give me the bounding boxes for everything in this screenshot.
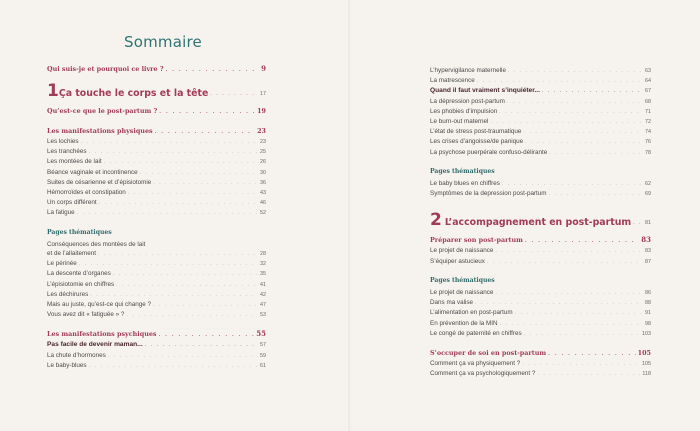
toc-entry[interactable]: Les montées de lait . . . 26 xyxy=(47,157,266,167)
toc-entry[interactable]: Les phobies d’impulsion . . . 71 xyxy=(430,107,651,117)
toc-entry[interactable]: Le congé de paternité en chiffres . . . 103 xyxy=(430,329,651,339)
toc-entry[interactable]: La dépression post-partum . . . 68 xyxy=(430,97,651,107)
toc-entry[interactable]: Conséquences des montées de lait xyxy=(47,240,146,248)
toc-entry[interactable]: S’équiper astucieux . . . 87 xyxy=(430,257,651,267)
right-page xyxy=(350,0,700,431)
toc-entry[interactable]: Suites de césarienne et d’épisiotomie . . . 36 xyxy=(47,178,266,188)
toc-entry[interactable]: Le périnée . . . 32 xyxy=(47,259,266,269)
toc-entry-bold[interactable]: Quand il faut vraiment s’inquiéter... . . . 67 xyxy=(430,86,651,96)
toc-column-left xyxy=(47,64,266,371)
toc-entry[interactable]: La descente d’organes . . . 35 xyxy=(47,269,266,279)
toc-entry[interactable]: La matrescence . . . 64 xyxy=(430,76,651,86)
toc-entry[interactable]: Béance vaginale et incontinence . . . 30 xyxy=(47,168,266,178)
chapter-1-heading[interactable]: 1 Ça touche le corps et la tête . . . 17 xyxy=(47,82,266,99)
toc-entry[interactable]: Symptômes de la depression post-partum . . . 69 xyxy=(430,189,651,199)
toc-entry[interactable]: Le baby-blues . . . 61 xyxy=(47,361,266,371)
toc-entry[interactable]: L’alimentation en post-partum . . . 91 xyxy=(430,308,651,318)
toc-entry[interactable]: Un corps différent . . . 46 xyxy=(47,198,266,208)
toc-entry[interactable]: et de l’allaitement . . . 28 xyxy=(47,249,266,259)
section-psychic[interactable]: Les manifestations psychiques . . . 55 xyxy=(47,329,266,340)
section-preparer[interactable]: Préparer son post-partum . . . 83 xyxy=(430,235,651,246)
toc-entry[interactable]: Hémorroïdes et constipation . . . 43 xyxy=(47,188,266,198)
toc-entry-postpartum[interactable]: Qu’est-ce que le post-partum ? . . . 19 xyxy=(47,106,266,117)
toc-entry[interactable]: Dans ma valise . . . 88 xyxy=(430,298,651,308)
toc-entry[interactable]: Le projet de naissance . . . 86 xyxy=(430,288,651,298)
toc-entry[interactable]: Le burn-out maternel . . . 72 xyxy=(430,117,651,127)
toc-entry[interactable]: La psychose puerpérale confuso-délirante . . . 78 xyxy=(430,148,651,158)
thematic-items-list xyxy=(47,240,266,321)
toc-entry[interactable]: Mais au juste, qu’est-ce qui change ? . . . 47 xyxy=(47,300,266,310)
toc-entry[interactable]: Les tranchées . . . 25 xyxy=(47,147,266,157)
toc-entry[interactable]: Le projet de naissance . . . 83 xyxy=(430,246,651,256)
toc-entry[interactable]: L’épisiotomie en chiffres . . . 41 xyxy=(47,280,266,290)
chapter-2-heading[interactable]: 2 L’accompagnement en post-partum . . . 81 xyxy=(430,211,651,228)
toc-entry[interactable]: La chute d’hormones . . . 59 xyxy=(47,351,266,361)
toc-entry[interactable]: L’hypervigilance maternelle . . . 63 xyxy=(430,66,651,76)
toc-entry[interactable]: Les lochies . . . 23 xyxy=(47,137,266,147)
toc-entry[interactable]: Le baby blues en chiffres . . . 62 xyxy=(430,179,651,189)
thematic-pages-heading: Pages thématiques xyxy=(430,276,495,284)
toc-entry-bold[interactable]: Pas facile de devenir maman... . . . 57 xyxy=(47,340,266,350)
toc-entry[interactable]: Les crises d’angoisse/de panique . . . 76 xyxy=(430,137,651,147)
thematic-pages-heading: Pages thématiques xyxy=(430,167,495,175)
toc-entry[interactable]: L’état de stress post-traumatique . . . 74 xyxy=(430,127,651,137)
page-title: Sommaire xyxy=(124,33,202,51)
toc-entry[interactable]: Comment ça va physiquement ? . . . 105 xyxy=(430,359,651,369)
toc-column-right xyxy=(430,66,651,379)
toc-entry-intro[interactable]: Qui suis-je et pourquoi ce livre ? . . . 9 xyxy=(47,64,266,75)
physical-items-list xyxy=(47,137,266,219)
section-physical[interactable]: Les manifestations physiques . . . 23 xyxy=(47,126,266,137)
toc-entry[interactable]: En prévention de la MIN . . . 98 xyxy=(430,319,651,329)
section-occuper[interactable]: S’occuper de soi en post-partum . . . 105 xyxy=(430,348,651,359)
toc-entry[interactable]: Vous avez dit « fatiguée » ? . . . 53 xyxy=(47,310,266,320)
thematic-pages-heading: Pages thématiques xyxy=(47,228,112,236)
toc-entry[interactable]: Les déchirures . . . 42 xyxy=(47,290,266,300)
toc-entry[interactable]: La fatigue . . . 52 xyxy=(47,208,266,218)
toc-entry[interactable]: Comment ça va psychologiquement ? . . . 118 xyxy=(430,369,651,379)
